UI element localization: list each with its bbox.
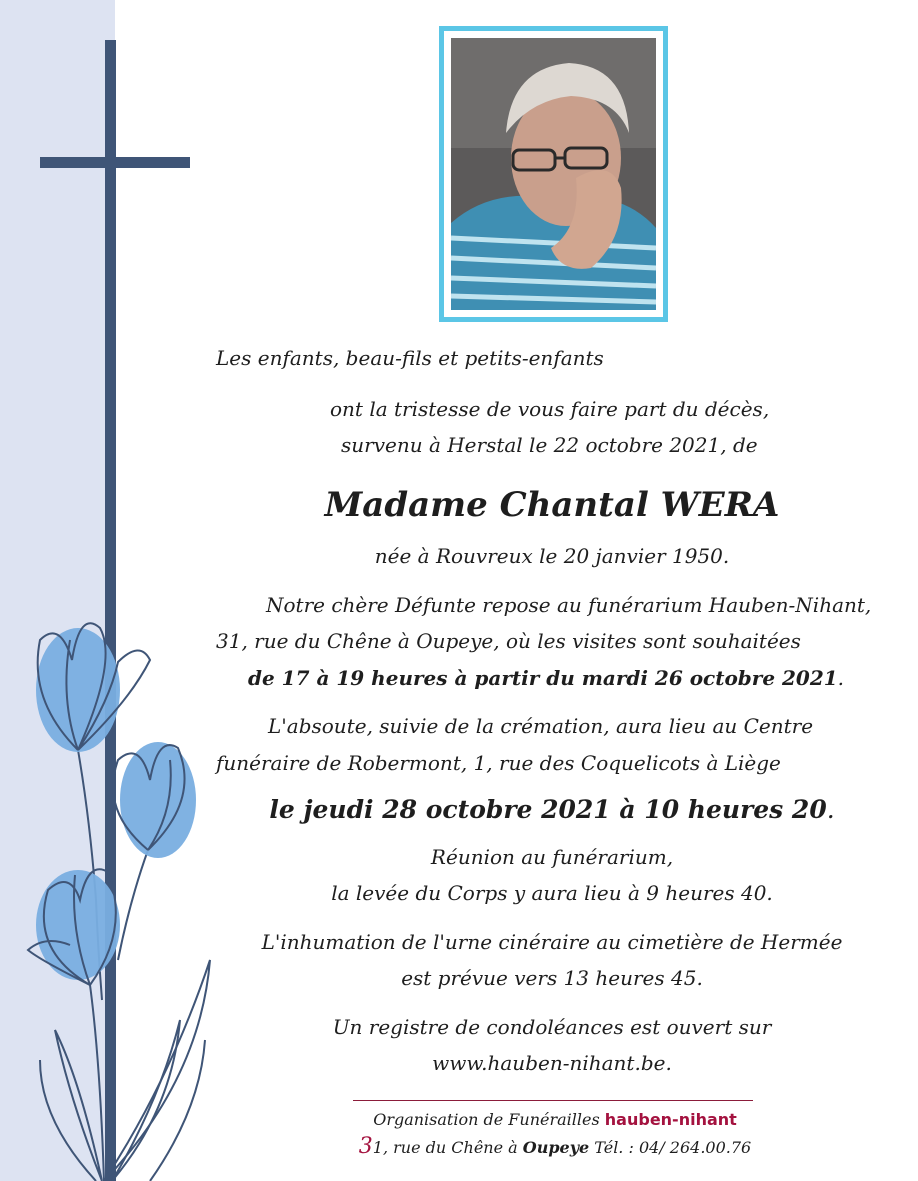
burial-line-1: L'inhumation de l'urne cinéraire au cimetière de Hermée: [261, 930, 843, 954]
footer-phone: Tél. : 04/ 264.00.76: [594, 1138, 752, 1157]
visit-hours-text: de 17 à 19 heures à partir du mardi 26 octobre 2021: [248, 666, 838, 690]
footer-address: [358, 1134, 752, 1159]
address-street: 1, rue du Chêne à: [372, 1138, 518, 1157]
absoute-line-2: funéraire de Robermont, 1, rue des Coquelicots à Liège: [216, 751, 781, 775]
address-initial: 3: [358, 1134, 373, 1159]
meeting-line-2: la levée du Corps y aura lieu à 9 heures 40.: [331, 881, 773, 905]
footer-org: [373, 1110, 737, 1130]
brand-name: hauben-nihant: [604, 1110, 737, 1129]
ceremony-date-text: le jeudi 28 octobre 2021 à 10 heures 20: [269, 795, 827, 824]
intro-text: Les enfants, beau-fils et petits-enfants: [216, 346, 604, 370]
meeting-line-1: Réunion au funérarium,: [430, 845, 674, 869]
ceremony-date: le jeudi 28 octobre 2021 à 10 heures 20.: [269, 795, 835, 824]
decoration: [0, 0, 260, 1181]
absoute-line-1: L'absoute, suivie de la crémation, aura lieu au Centre: [268, 714, 814, 738]
address-town: Oupeye: [522, 1138, 590, 1157]
footer-org-label: Organisation de Funérailles: [373, 1110, 600, 1129]
burial-line-2: est prévue vers 13 heures 45.: [401, 966, 703, 990]
tulip-flowers: [28, 623, 210, 1181]
visit-hours: de 17 à 19 heures à partir du mardi 26 octobre 2021.: [248, 666, 845, 690]
rest-line-1: Notre chère Défunte repose au funérarium Hauben-Nihant,: [266, 593, 872, 617]
deceased-name: Madame Chantal WERA: [324, 485, 780, 525]
birth-info: née à Rouvreux le 20 janvier 1950.: [374, 544, 730, 568]
footer-divider: [353, 1100, 753, 1101]
announce-line-2: survenu à Herstal le 22 octobre 2021, de: [341, 433, 758, 457]
portrait-photo: [451, 38, 656, 310]
rest-line-2: 31, rue du Chêne à Oupeye, où les visites sont souhaitées: [216, 629, 801, 653]
portrait-frame: [439, 26, 668, 322]
cross-icon: [40, 40, 190, 1181]
registry-line-1: Un registre de condoléances est ouvert sur: [332, 1015, 772, 1039]
announce-line-1: ont la tristesse de vous faire part du décès,: [330, 397, 770, 421]
registry-url: www.hauben-nihant.be.: [432, 1051, 672, 1075]
